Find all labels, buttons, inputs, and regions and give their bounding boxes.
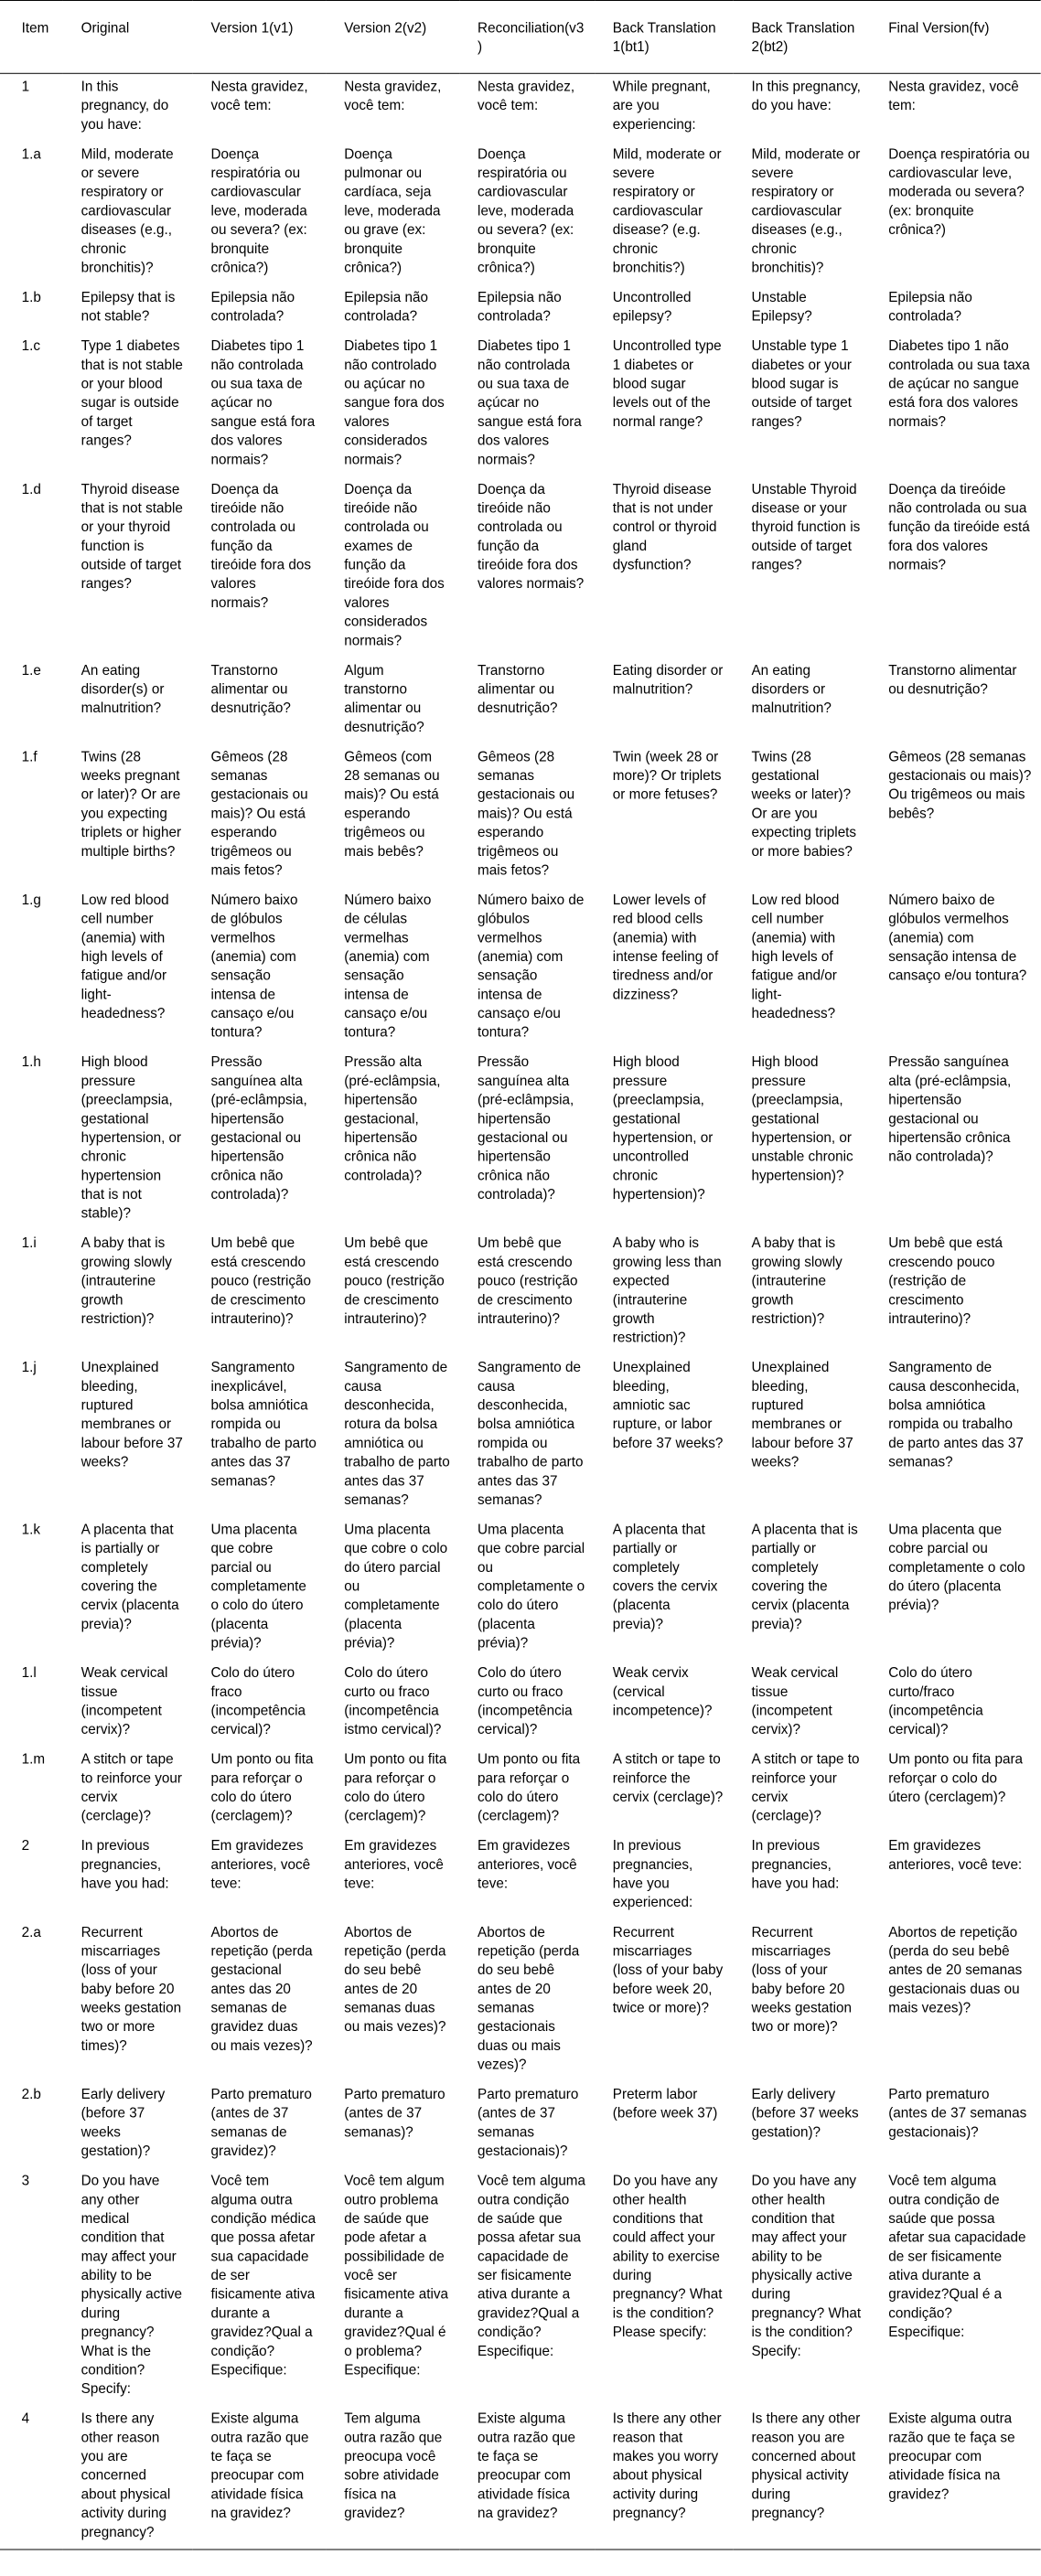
cell-version-2: Diabetes tipo 1 não controlado ou açúcar no sangue fora dos valores considerados normais? — [344, 338, 445, 468]
cell-version-2: Nesta gravidez, você tem: — [344, 79, 442, 114]
cell-reconciliation: Diabetes tipo 1 não controlada ou sua taxa de açúcar no sangue está fora dos valores normais? — [478, 338, 582, 468]
cell-original: In this pregnancy, do you have: — [80, 79, 169, 133]
cell-version-2: Gêmeos (com 28 semanas ou mais)? Ou está esperando trigêmeos ou mais bebês? — [344, 749, 440, 860]
table-row — [0, 284, 1041, 333]
cell-reconciliation: Doença respiratória ou cardiovascular leve, moderada ou severa? (ex: bronquite crônica?) — [478, 146, 574, 276]
cell-original: Unexplained bleeding, ruptured membranes or labour before 37 weeks? — [80, 1360, 183, 1470]
header-item: Item — [0, 0, 63, 73]
cell-back-translation-1: Eating disorder or malnutrition? — [612, 662, 724, 698]
cell-original: A stitch or tape to reinforce your cervix (cerclage)? — [80, 1751, 182, 1824]
cell-version-1: Um bebê que está crescendo pouco (restrição de crescimento intrauterino)? — [210, 1235, 311, 1327]
cell-original: Weak cervical tissue (incompetent cervix)? — [80, 1665, 168, 1738]
cell-version-2: Você tem algum outro problema de saúde que pode afetar a possibilidade de você ser fisicamente ativa durante a gravidez?Qual é o problema? Especifique: — [344, 2173, 448, 2378]
table-row — [0, 1660, 1041, 1747]
cell-original: Recurrent miscarriages (loss of your baby before 20 weeks gestation two or more times)? — [80, 1924, 182, 2054]
cell-version-1: Gêmeos (28 semanas gestacionais ou mais)? Ou está esperando trigêmeos ou mais fetos? — [210, 749, 308, 879]
cell-item: 1.g — [21, 893, 41, 908]
cell-reconciliation: Uma placenta que cobre parcial ou completamente o colo do útero (placenta prévia)? — [478, 1522, 585, 1651]
cell-back-translation-2: Is there any other reason you are concerned about physical activity during pregnancy? — [734, 2406, 871, 2549]
cell-back-translation-1: In previous pregnancies, have you experienced: — [612, 1838, 693, 1911]
cell-reconciliation: Epilepsia não controlada? — [478, 290, 562, 325]
cell-version-2: Tem alguma outra razão que preocupa você sobre atividade física na gravidez? — [327, 2406, 460, 2549]
cell-item: 1.d — [21, 481, 41, 497]
cell-back-translation-2: Weak cervical tissue (incompetent cervix)? — [751, 1665, 839, 1738]
cell-item: 3 — [21, 2173, 30, 2189]
cell-original: Thyroid disease that is not stable or your thyroid function is outside of target ranges? — [80, 481, 183, 593]
cell-back-translation-1: A placenta that partially or completely covers the cervix (placenta previa)? — [612, 1522, 718, 1632]
table-row — [0, 1747, 1041, 1833]
cell-reconciliation: Abortos de repetição (perda do seu bebê antes de 20 semanas gestacionais duas ou mais vezes)? — [478, 1924, 580, 2073]
cell-version-1: Diabetes tipo 1 não controlada ou sua taxa de açúcar no sangue está fora dos valores normais? — [210, 338, 316, 468]
cell-back-translation-2: Unstable type 1 diabetes or your blood sugar is outside of target ranges? — [751, 338, 852, 430]
cell-version-2: Algum transtorno alimentar ou desnutrição? — [344, 662, 424, 735]
cell-version-2: Doença pulmonar ou cardíaca, seja leve, moderada ou grave (ex: bronquite crônica?) — [344, 146, 441, 276]
cell-final-version: Sangramento de causa desconhecida, bolsa amniótica rompida ou trabalho de parto antes das 37 semanas? — [888, 1360, 1024, 1470]
cell-final-version: Diabetes tipo 1 não controlada ou sua taxa de açúcar no sangue está fora dos valores normais? — [888, 338, 1030, 430]
table-row — [0, 657, 1041, 744]
cell-version-1: Abortos de repetição (perda gestacional antes das 20 semanas de gravidez duas ou mais vezes)? — [210, 1924, 313, 2054]
cell-reconciliation: Você tem alguma outra condição de saúde que possa afetar sua capacidade de ser fisicamente ativa durante a gravidez?Qual a condição? Especifique: — [478, 2173, 586, 2359]
cell-back-translation-1: While pregnant, are you experiencing: — [612, 79, 711, 133]
cell-version-2: Doença da tireóide não controlada ou exames de função da tireóide fora dos valores considerados normais? — [344, 481, 445, 649]
cell-back-translation-2: Twins (28 gestational weeks or later)? Or are you expecting triplets or more babies? — [751, 749, 857, 860]
header-back-translation-1: Back Translation 1(bt1) — [595, 0, 734, 73]
cell-back-translation-2: Recurrent miscarriages (loss of your baby before 20 weeks gestation two or more)? — [751, 1924, 852, 2036]
cell-item: 1.l — [21, 1665, 37, 1682]
cell-final-version: Transtorno alimentar ou desnutrição? — [888, 662, 1017, 698]
cell-reconciliation: Pressão sanguínea alta (pré-eclâmpsia, hipertensão gestacional ou hipertensão crônica não controlada)? — [478, 1054, 574, 1202]
cell-version-2: Uma placenta que cobre o colo do útero parcial ou completamente (placenta prévia)? — [344, 1522, 448, 1651]
cell-version-1: Existe alguma outra razão que te faça se preocupar com atividade física na gravidez? — [193, 2406, 327, 2549]
cell-original: A baby that is growing slowly (intrauterine growth restriction)? — [80, 1235, 172, 1327]
table-row — [0, 333, 1041, 476]
cell-original: Is there any other reason you are concerned about physical activity during pregnancy? — [63, 2406, 193, 2549]
cell-version-2: Epilepsia não controlada? — [344, 290, 428, 325]
table-body — [0, 73, 1041, 2549]
cell-final-version: Abortos de repetição (perda do seu bebê antes de 20 semanas gestacionais duas ou mais vezes)? — [888, 1924, 1023, 2016]
cell-back-translation-1: Uncontrolled type 1 diabetes or blood sugar levels out of the normal range? — [612, 338, 722, 430]
cell-back-translation-2: A placenta that is partially or completely covering the cervix (placenta previa)? — [751, 1522, 858, 1632]
header-reconciliation: Reconciliation(v3) — [459, 0, 595, 73]
cell-back-translation-1: Weak cervix (cervical incompetence)? — [612, 1665, 713, 1719]
header-back-translation-2: Back Translation 2(bt2) — [734, 0, 871, 73]
table-row — [0, 2168, 1041, 2406]
cell-back-translation-1: Mild, moderate or severe respiratory or cardiovascular disease? (e.g. chronic bronchitis?) — [612, 146, 722, 276]
cell-final-version: Gêmeos (28 semanas gestacionais ou mais)? Ou trigêmeos ou mais bebês? — [888, 749, 1032, 822]
table-row — [0, 1050, 1041, 1231]
cell-final-version: Doença respiratória ou cardiovascular leve, moderada ou severa? (ex: bronquite crônica?) — [888, 146, 1030, 239]
cell-item: 1.f — [21, 749, 38, 765]
table-row — [0, 887, 1041, 1049]
cell-final-version: Uma placenta que cobre parcial ou completamente o colo do útero (placenta prévia)? — [888, 1522, 1025, 1614]
table-row — [0, 1517, 1041, 1661]
cell-back-translation-1: Uncontrolled epilepsy? — [612, 290, 692, 325]
cell-final-version: Colo do útero curto/fraco (incompetência cervical)? — [888, 1665, 983, 1738]
table-row — [0, 1833, 1041, 1919]
cell-final-version: Em gravidezes anteriores, você teve: — [888, 1838, 1023, 1873]
cell-item: 1.c — [21, 338, 41, 355]
cell-back-translation-2: High blood pressure (preeclampsia, gestational hypertension, or unstable chronic hypertension)? — [751, 1054, 853, 1184]
cell-original: Do you have any other medical condition that may affect your ability to be physically active during pregnancy? What is the condition? Specify: — [80, 2173, 182, 2398]
cell-version-2: Número baixo de células vermelhas (anemia) com sensação intensa de cansaço e/ou tontura? — [344, 893, 432, 1041]
cell-reconciliation: Sangramento de causa desconhecida, bolsa amniótica rompida ou trabalho de parto antes das 37 semanas? — [478, 1360, 584, 1508]
cell-item: 1.e — [21, 662, 41, 679]
cell-final-version: Doença da tireóide não controlada ou sua função da tireóide está fora dos valores normais? — [888, 481, 1030, 573]
cell-back-translation-1: Lower levels of red blood cells (anemia) with intense feeling of tiredness and/or dizziness? — [612, 893, 719, 1003]
cell-back-translation-1: High blood pressure (preeclampsia, gestational hypertension, or uncontrolled chronic hypertension)? — [612, 1054, 714, 1202]
cell-back-translation-2: In previous pregnancies, have you had: — [751, 1838, 840, 1892]
cell-back-translation-1: Is there any other reason that makes you worry about physical activity during pregnancy? — [595, 2406, 734, 2549]
cell-reconciliation: Parto prematuro (antes de 37 semanas gestacionais)? — [478, 2087, 579, 2160]
cell-reconciliation: Gêmeos (28 semanas gestacionais ou mais)? Ou está esperando trigêmeos ou mais fetos? — [478, 749, 575, 879]
cell-final-version: Um bebê que está crescendo pouco (restrição de crescimento intrauterino)? — [888, 1235, 1003, 1327]
cell-reconciliation: Transtorno alimentar ou desnutrição? — [478, 662, 558, 717]
cell-final-version: Nesta gravidez, você tem: — [888, 79, 1019, 114]
cell-version-2: Parto prematuro (antes de 37 semanas)? — [344, 2087, 445, 2141]
cell-item: 1.k — [21, 1522, 41, 1538]
cell-original: Low red blood cell number (anemia) with high levels of fatigue and/or light-headedness? — [80, 893, 169, 1021]
cell-version-2: Em gravidezes anteriores, você teve: — [344, 1838, 444, 1892]
cell-version-1: Epilepsia não controlada? — [210, 290, 295, 325]
cell-item: 2.b — [21, 2087, 41, 2102]
cell-final-version: Epilepsia não controlada? — [888, 290, 972, 325]
cell-version-2: Pressão alta (pré-eclâmpsia, hipertensão gestacional, hipertensão crônica não controlada)? — [344, 1054, 441, 1184]
cell-version-2: Sangramento de causa desconhecida, rotura da bolsa amniótica ou trabalho de parto antes das 37 semanas? — [344, 1360, 450, 1508]
cell-item: 1.h — [21, 1054, 41, 1071]
cell-reconciliation: Um bebê que está crescendo pouco (restrição de crescimento intrauterino)? — [478, 1235, 578, 1327]
cell-version-1: Número baixo de glóbulos vermelhos (anemia) com sensação intensa de cansaço e/ou tontura? — [210, 893, 298, 1041]
cell-back-translation-2: Do you have any other health condition that may affect your ability to be physically active during pregnancy? What is the condition? Specify: — [751, 2173, 862, 2359]
cell-item: 1.m — [21, 1751, 46, 1768]
table-row — [0, 1354, 1041, 1516]
cell-back-translation-1: Preterm labor (before week 37) — [612, 2087, 718, 2122]
cell-back-translation-1: A baby who is growing less than expected (intrauterine growth restriction)? — [612, 1235, 722, 1346]
cell-back-translation-1: Unexplained bleeding, amniotic sac rupture, or labor before 37 weeks? — [612, 1360, 724, 1451]
cell-back-translation-1: Do you have any other health conditions that could affect your ability to exercise during pregnancy? What is the condition? Please specify: — [612, 2173, 723, 2341]
cell-original: Twins (28 weeks pregnant or later)? Or are you expecting triplets or higher multiple births? — [80, 749, 182, 860]
cell-reconciliation: Um ponto ou fita para reforçar o colo do útero (cerclagem)? — [478, 1751, 581, 1824]
cell-version-1: Colo do útero fraco (incompetência cervical)? — [210, 1665, 306, 1738]
cell-version-2: Um bebê que está crescendo pouco (restrição de crescimento intrauterino)? — [344, 1235, 445, 1327]
cell-final-version: Existe alguma outra razão que te faça se preocupar com atividade física na gravidez? — [871, 2406, 1041, 2549]
cell-back-translation-2: Unexplained bleeding, ruptured membranes or labour before 37 weeks? — [751, 1360, 853, 1470]
cell-original: A placenta that is partially or completely covering the cervix (placenta previa)? — [80, 1522, 179, 1632]
cell-back-translation-2: An eating disorders or malnutrition? — [751, 662, 832, 717]
table-row — [0, 1231, 1041, 1355]
cell-back-translation-1: Thyroid disease that is not under control or thyroid gland dysfunction? — [612, 481, 717, 573]
cell-version-2: Um ponto ou fita para reforçar o colo do útero (cerclagem)? — [344, 1751, 447, 1824]
cell-final-version: Número baixo de glóbulos vermelhos (anemia) com sensação intensa de cansaço e/ou tontura? — [888, 893, 1027, 984]
cell-reconciliation: Nesta gravidez, você tem: — [478, 79, 575, 114]
cell-version-1: Pressão sanguínea alta (pré-eclâmpsia, hipertensão gestacional ou hipertensão crônica não controlada)? — [210, 1054, 307, 1202]
table-row — [0, 2081, 1041, 2168]
cell-version-2: Abortos de repetição (perda do seu bebê antes de 20 semanas duas ou mais vezes)? — [344, 1924, 446, 2036]
cell-version-2: Colo do útero curto ou fraco (incompetência istmo cervical)? — [344, 1665, 442, 1738]
table-row — [0, 744, 1041, 888]
cell-back-translation-2: Unstable Thyroid disease or your thyroid function is outside of target ranges? — [751, 481, 861, 573]
cell-version-1: Parto prematuro (antes de 37 semanas de gravidez)? — [210, 2087, 312, 2160]
cell-item: 4 — [0, 2406, 63, 2549]
header-final-version: Final Version(fv) — [871, 0, 1041, 73]
cell-original: Early delivery (before 37 weeks gestation)? — [80, 2087, 166, 2160]
cell-original: Epilepsy that is not stable? — [80, 290, 176, 325]
cell-back-translation-1: Recurrent miscarriages (loss of your baby before week 20, twice or more)? — [612, 1924, 724, 2016]
header-original: Original — [63, 0, 193, 73]
cell-original: In previous pregnancies, have you had: — [80, 1838, 169, 1892]
cell-back-translation-2: A stitch or tape to reinforce your cervix (cerclage)? — [751, 1751, 860, 1824]
cell-back-translation-2: Early delivery (before 37 weeks gestation)? — [751, 2087, 859, 2141]
cell-back-translation-2: A baby that is growing slowly (intrauterine growth restriction)? — [751, 1235, 842, 1327]
table-row — [0, 1919, 1041, 2081]
cell-item: 1.b — [21, 290, 41, 305]
cell-version-1: Transtorno alimentar ou desnutrição? — [210, 662, 291, 717]
cell-reconciliation: Colo do útero curto ou fraco (incompetência cervical)? — [478, 1665, 573, 1738]
cell-item: 1.a — [21, 146, 41, 163]
cell-version-1: Doença respiratória ou cardiovascular leve, moderada ou severa? (ex: bronquite crônica?) — [210, 146, 307, 276]
cell-item: 2 — [21, 1838, 30, 1855]
cell-back-translation-2: In this pregnancy, do you have: — [751, 79, 861, 114]
cell-version-1: Em gravidezes anteriores, você teve: — [210, 1838, 311, 1892]
table-header — [0, 0, 1041, 73]
header-row — [0, 0, 1041, 73]
header-version-1: Version 1(v1) — [193, 0, 327, 73]
cell-back-translation-2: Mild, moderate or severe respiratory or cardiovascular diseases (e.g., chronic bronchitis)? — [751, 146, 861, 276]
cell-original: Mild, moderate or severe respiratory or cardiovascular diseases (e.g., chronic bronchitis)? — [80, 146, 174, 276]
cell-back-translation-1: Twin (week 28 or more)? Or triplets or more fetuses? — [612, 749, 722, 803]
cell-original: High blood pressure (preeclampsia, gestational hypertension, or chronic hypertension that is not stable)? — [80, 1054, 182, 1222]
cell-version-1: Um ponto ou fita para reforçar o colo do útero (cerclagem)? — [210, 1751, 314, 1824]
table-row — [0, 73, 1041, 141]
cell-version-1: Uma placenta que cobre parcial ou completamente o colo do útero (placenta prévia)? — [210, 1522, 306, 1651]
cell-back-translation-1: A stitch or tape to reinforce the cervix (cerclage)? — [612, 1751, 724, 1805]
cell-back-translation-2: Unstable Epilepsy? — [751, 290, 812, 325]
header-version-2: Version 2(v2) — [327, 0, 460, 73]
cell-original: Type 1 diabetes that is not stable or your blood sugar is outside of target ranges? — [80, 338, 183, 449]
cell-item: 2.a — [21, 1924, 41, 1940]
table-row — [0, 476, 1041, 657]
cell-reconciliation: Doença da tireóide não controlada ou função da tireóide fora dos valores normais? — [478, 481, 585, 593]
cell-reconciliation: Número baixo de glóbulos vermelhos (anemia) com sensação intensa de cansaço e/ou tontura? — [478, 893, 585, 1041]
cell-item: 1 — [21, 79, 30, 95]
cell-item: 1.j — [21, 1360, 37, 1376]
cell-final-version: Um ponto ou fita para reforçar o colo do útero (cerclagem)? — [888, 1751, 1024, 1805]
cell-version-1: Doença da tireóide não controlada ou função da tireóide fora dos valores normais? — [210, 481, 311, 611]
table-row — [0, 142, 1041, 285]
cell-reconciliation: Existe alguma outra razão que te faça se preocupar com atividade física na gravidez? — [459, 2406, 595, 2549]
cell-back-translation-2: Low red blood cell number (anemia) with high levels of fatigue and/or light-headedness? — [751, 893, 840, 1021]
cell-item: 1.i — [21, 1235, 37, 1252]
cell-final-version: Pressão sanguínea alta (pré-eclâmpsia, hipertensão gestacional ou hipertensão crônica não controlada)? — [888, 1054, 1012, 1165]
cell-version-1: Você tem alguma outra condição médica que possa afetar sua capacidade de ser fisicamente ativa durante a gravidez?Qual a condição? Especifique: — [210, 2173, 317, 2378]
cell-reconciliation: Em gravidezes anteriores, você teve: — [478, 1838, 577, 1892]
cell-final-version: Parto prematuro (antes de 37 semanas gestacionais)? — [888, 2087, 1027, 2141]
cell-version-1: Nesta gravidez, você tem: — [210, 79, 308, 114]
table-row — [0, 2406, 1041, 2549]
cell-version-1: Sangramento inexplicável, bolsa amniótica rompida ou trabalho de parto antes das 37 semanas? — [210, 1360, 317, 1490]
cell-final-version: Você tem alguma outra condição de saúde que possa afetar sua capacidade de ser fisicamente ativa durante a gravidez?Qual é a condição? Especifique: — [888, 2173, 1026, 2341]
cell-original: An eating disorder(s) or malnutrition? — [80, 662, 165, 717]
